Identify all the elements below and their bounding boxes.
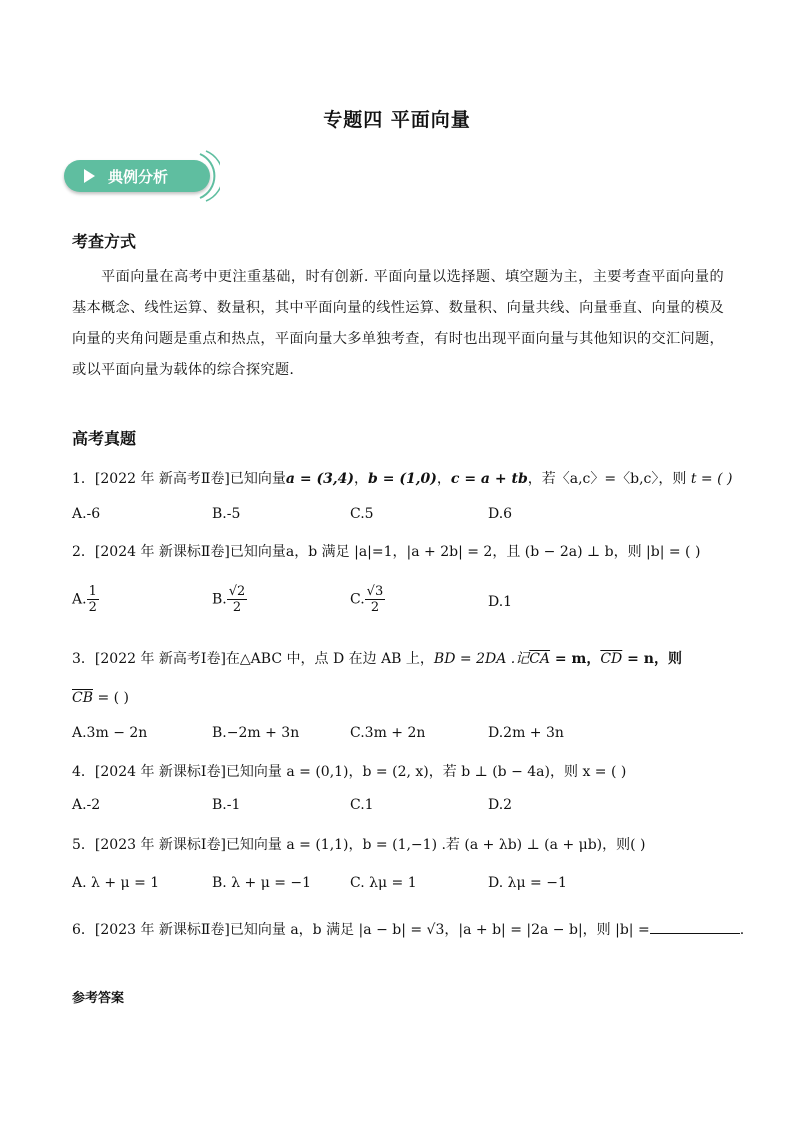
- q4-option-c: C.1: [350, 797, 374, 813]
- q1-option-d: D.6: [488, 506, 513, 522]
- question-3-line2: [72, 690, 129, 706]
- section-heading-exam: 高考真题: [72, 429, 137, 448]
- question-4: [72, 761, 626, 781]
- q1-number: 1．: [72, 471, 95, 487]
- q3-midtext: BD = 2DA .记: [433, 651, 530, 667]
- section-heading-method: 考查方式: [72, 232, 137, 251]
- badge-pill: [64, 160, 210, 192]
- q2-option-a: [72, 584, 99, 615]
- q2-source: [2024 年 新课标Ⅱ卷]已知向量: [94, 544, 286, 560]
- q1-source: [2022 年 新高考Ⅱ卷]已知向量: [94, 471, 286, 487]
- question-6: [72, 919, 744, 939]
- q5-option-b: B. λ + μ = −1: [212, 875, 312, 891]
- q2-option-c-num: √3: [366, 584, 384, 599]
- q2-text: a，b 满足 |a|=1，|a + 2b| = 2，且 (b − 2a) ⊥ b，则 |b| = ( ): [285, 544, 701, 560]
- q2-option-d: D.1: [488, 594, 513, 610]
- q2-number: 2．: [72, 544, 95, 560]
- q3-option-b: B.−2m + 3n: [212, 725, 300, 741]
- q4-text: [2024 年 新课标Ⅰ卷]已知向量 a = (0,1)，b = (2, x)，若 b ⊥ (b − 4a)，则 x = ( ): [94, 764, 627, 780]
- badge-label: 典例分析: [108, 168, 169, 186]
- q2-option-b: [212, 584, 247, 615]
- q3-option-d: D.2m + 3n: [488, 725, 564, 741]
- q1-vector-c: c = a + tb: [450, 471, 528, 487]
- q2-option-c-label: C.: [350, 591, 365, 608]
- q6-answer-blank[interactable]: [650, 921, 740, 934]
- q1-vector-b: b = (1,0): [368, 471, 437, 487]
- question-3: [72, 648, 682, 668]
- q6-text: [2023 年 新课标Ⅱ卷]已知向量 a，b 满足 |a − b| = √3，|a + b| = |2a − b|，则 |b| =: [94, 922, 650, 938]
- q3-option-c: C.3m + 2n: [350, 725, 426, 741]
- q1-option-a: A.-6: [72, 506, 101, 522]
- q4-number: 4．: [72, 764, 95, 780]
- q2-option-b-label: B.: [212, 591, 227, 608]
- q2-option-b-den: 2: [232, 600, 242, 615]
- q4-option-b: B.-1: [212, 797, 241, 813]
- q2-option-c-den: 2: [370, 600, 380, 615]
- q6-period: .: [739, 922, 745, 938]
- section-badge: [62, 150, 220, 202]
- q3-answer-slot: = ( ): [93, 690, 130, 706]
- q2-option-a-num: 1: [88, 584, 97, 599]
- q4-option-a: A.-2: [72, 797, 101, 813]
- q3-number: 3．: [72, 651, 95, 667]
- q2-option-b-num: √2: [228, 584, 246, 599]
- q2-option-a-den: 2: [88, 600, 97, 615]
- play-icon: [84, 169, 95, 183]
- q3-option-a: A.3m − 2n: [72, 725, 148, 741]
- q3-vector-cb: $\overline{CB}$: [72, 690, 93, 706]
- method-paragraph: 平面向量在高考中更注重基础，时有创新. 平面向量以选择题、填空题为主，主要考查平面向量的基本概念、线性运算、数量积，其中平面向量的线性运算、数量积、向量共线、向量垂直、向量的模及向量的夹角问题是重点和热点，平面向量大多单独考查，有时也出现平面向量与其他知识的交汇问题，或以平面向量为载体的综合探究题.: [72, 269, 724, 378]
- q1-answer-slot: t = ( ): [690, 471, 733, 487]
- q3-vector-cd: $\overline{CD}$: [600, 651, 623, 667]
- q5-option-a: A. λ + μ = 1: [72, 875, 160, 891]
- q3-eq-n: = n，则: [622, 651, 682, 667]
- question-5: [72, 834, 646, 854]
- question-1: 1．[2022 年 新高考Ⅱ卷]已知向量a = (3,4)，b = (1,0)，c = a + tb，若〈a,c〉=〈b,c〉，则 t = ( ): [72, 471, 733, 487]
- q1-condition: 若〈a,c〉=〈b,c〉，则: [541, 471, 687, 487]
- q5-number: 5．: [72, 837, 95, 853]
- q3-vector-ca: $\overline{CA}$: [529, 651, 551, 667]
- q5-text: [2023 年 新课标Ⅰ卷]已知向量 a = (1,1)，b = (1,−1) .若 (a + λb) ⊥ (a + μb)，则( ): [94, 837, 646, 853]
- question-2: [72, 541, 700, 561]
- q2-option-a-label: A.: [72, 591, 87, 608]
- q3-source: [2022 年 新高考Ⅰ卷]在△ABC 中，点 D 在边 AB 上，: [94, 651, 434, 667]
- q4-option-d: D.2: [488, 797, 513, 813]
- q1-option-c: C.5: [350, 506, 374, 522]
- q3-eq-m: = m，: [550, 651, 601, 667]
- q1-vector-a: a = (3,4): [285, 471, 355, 487]
- q6-number: 6．: [72, 922, 95, 938]
- page-title: 专题四 平面向量: [323, 109, 471, 131]
- reference-answers-heading: 参考答案: [72, 991, 125, 1006]
- q5-option-d: D. λμ = −1: [488, 875, 567, 891]
- q2-option-c: [350, 584, 385, 615]
- q5-option-c: C. λμ = 1: [350, 875, 417, 891]
- q1-option-b: B.-5: [212, 506, 241, 522]
